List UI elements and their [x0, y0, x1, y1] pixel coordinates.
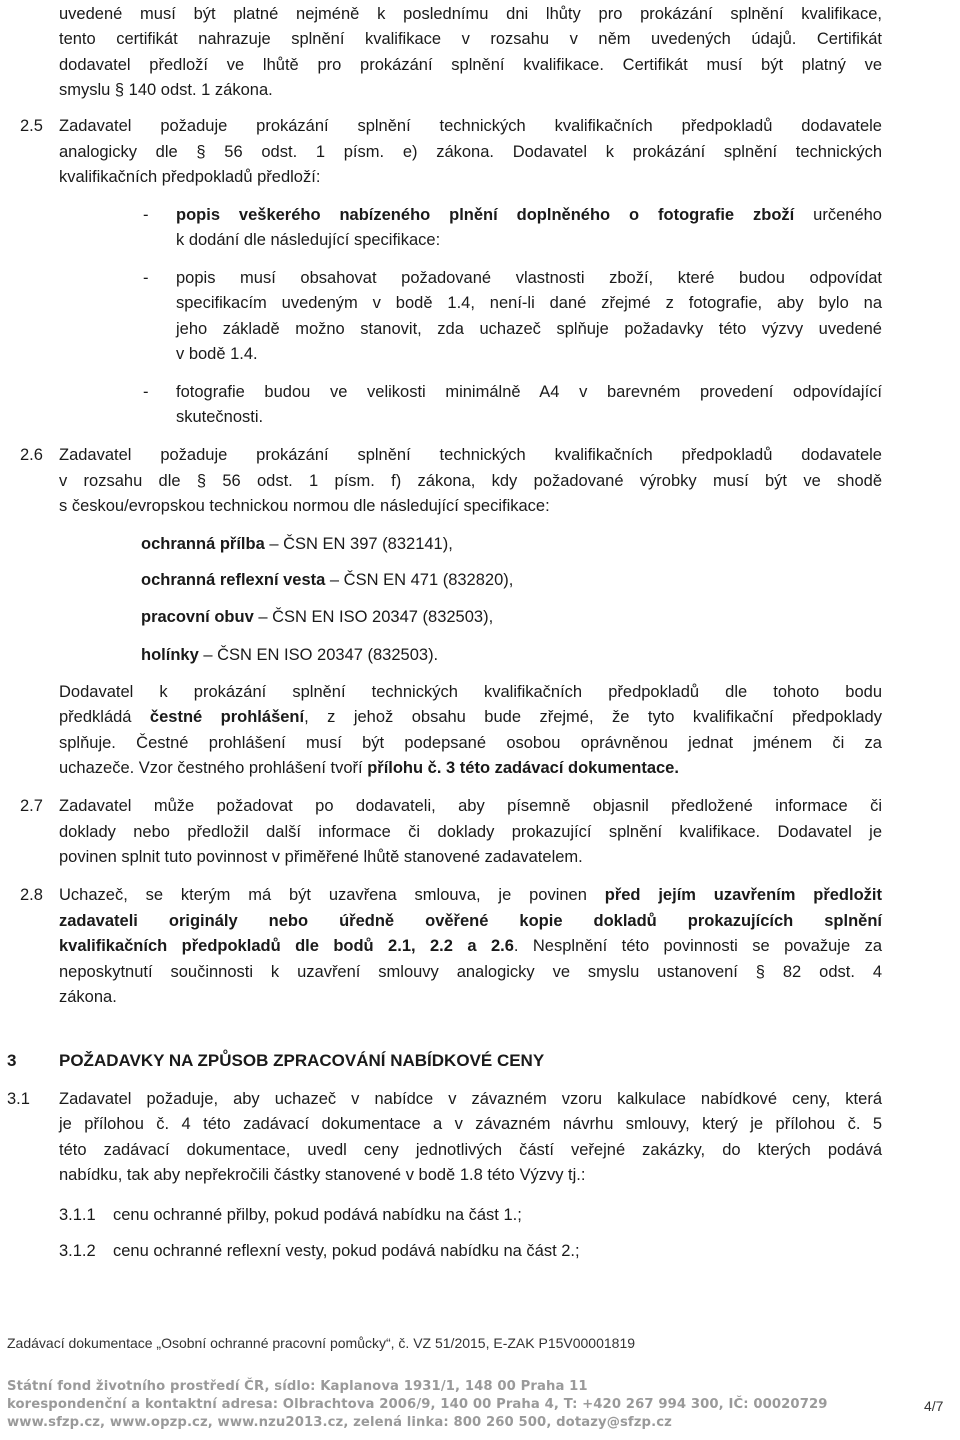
footer-document-reference: Zadávací dokumentace „Osobní ochranné pracovní pomůcky“, č. VZ 51/2015, E-ZAK P15V00001819 [7, 1335, 636, 1351]
s26-line-3: s českou/evropskou technickou normou dle následující specifikace: [59, 497, 550, 515]
section-heading-3: POŽADAVKY NA ZPŮSOB ZPRACOVÁNÍ NABÍDKOVÉ CENY [59, 1051, 545, 1070]
norm-item: ochranná přílba – ČSN EN 397 (832141), [141, 535, 453, 553]
s31-line-1: Zadavatel požaduje, aby uchazeč v nabídce v závazném vzoru kalkulace nabídkové ceny, která [59, 1090, 882, 1108]
subsection-number-3-1-2: 3.1.2 [59, 1242, 96, 1260]
s26-line-2: v rozsahu dle § 56 odst. 1 písm. f) zákona, kdy požadované výrobky musí být ve shodě [59, 472, 882, 490]
s25-line-2: analogicky dle § 56 odst. 1 písm. e) zákona. Dodavatel k prokázání splnění technických [59, 143, 882, 161]
bullet-dash-2: - [143, 269, 149, 287]
footer-fund-contact: korespondenční a kontaktní adresa: Olbrachtova 2006/9, 140 00 Praha 4, T: +420 267 994 300, IČ: 00020729 [7, 1397, 828, 1412]
section-number-2-6: 2.6 [20, 446, 43, 464]
s26-para-line-3: splňuje. Čestné prohlášení musí být podepsané osobou oprávněnou jednat jménem či za [59, 734, 882, 752]
footer-fund-address: Státní fond životního prostředí ČR, sídlo: Kaplanova 1931/1, 148 00 Praha 11 [7, 1379, 588, 1394]
section-number-2-5: 2.5 [20, 117, 43, 135]
s27-line-2: doklady nebo předložil další informace či doklady prokazující splnění kvalifikace. Dodavatel je [59, 823, 882, 841]
section-number-2-8: 2.8 [20, 886, 43, 904]
norm-item: holínky – ČSN EN ISO 20347 (832503). [141, 646, 439, 664]
s27-line-1: Zadavatel může požadovat po dodavateli, aby písemně objasnil předložené informace či [59, 797, 882, 815]
norm-item: ochranná reflexní vesta – ČSN EN 471 (832820), [141, 571, 514, 589]
s26-para-line-2: předkládá čestné prohlášení, z jehož obsahu bude zřejmé, že tyto kvalifikační předpoklady [59, 708, 882, 726]
page-number: 4/7 [924, 1398, 944, 1414]
s26-para-line-4: uchazeče. Vzor čestného prohlášení tvoří přílohu č. 3 této zadávací dokumentace. [59, 759, 679, 777]
section-number-3-1: 3.1 [7, 1090, 30, 1108]
s25-line-3: kvalifikačních předpokladů předloží: [59, 168, 321, 186]
s28-line-4: neposkytnutí součinnosti k uzavření smlouvy analogicky ve smyslu ustanovení § 82 odst. 4 [59, 963, 882, 981]
section-number-2-7: 2.7 [20, 797, 43, 815]
bullet-dash-3: - [143, 383, 149, 401]
s28-line-5: zákona. [59, 988, 117, 1006]
footer-fund-web: www.sfzp.cz, www.opzp.cz, www.nzu2013.cz, zelená linka: 800 260 500, dotazy@sfzp.cz [7, 1415, 672, 1430]
s25-bullet-2-line-1: popis musí obsahovat požadované vlastnosti zboží, které budou odpovídat [176, 269, 882, 287]
s25-line-1: Zadavatel požaduje prokázání splnění technických kvalifikačních předpokladů dodavatele [59, 117, 882, 135]
section-number-3: 3 [7, 1051, 17, 1070]
s26-line-1: Zadavatel požaduje prokázání splnění technických kvalifikačních předpokladů dodavatele [59, 446, 882, 464]
norm-item: pracovní obuv – ČSN EN ISO 20347 (832503), [141, 608, 494, 626]
top-line-2: tento certifikát nahrazuje splnění kvalifikace v rozsahu v něm uvedených údajů. Certifikát [59, 30, 882, 48]
s25-bullet-2-line-2: specifikacím uvedeným v bodě 1.4, není-li dané zřejmé z fotografie, aby bylo na [176, 294, 882, 312]
s28-line-1: Uchazeč, se kterým má být uzavřena smlouva, je povinen před jejím uzavřením předložit [59, 886, 882, 904]
subsection-3-1-1: cenu ochranné přilby, pokud podává nabídku na část 1.; [113, 1206, 522, 1224]
subsection-3-1-2: cenu ochranné reflexní vesty, pokud podává nabídku na část 2.; [113, 1242, 580, 1260]
s25-bullet-1-line-2: k dodání dle následující specifikace: [176, 231, 441, 249]
s28-line-3: kvalifikačních předpokladů dle bodů 2.1, 2.2 a 2.6. Nesplnění této povinnosti se považuje za [59, 937, 882, 955]
s28-line-2: zadavateli originály nebo úředně ověřené kopie dokladů prokazujících splnění [59, 912, 882, 930]
s31-line-3: této zadávací dokumentace, uvedl ceny jednotlivých částí veřejné zakázky, do kterých podává [59, 1141, 882, 1159]
top-line-3: dodavatel předloží ve lhůtě pro prokázání splnění kvalifikace. Certifikát musí být platný ve [59, 56, 882, 74]
s26-para-line-1: Dodavatel k prokázání splnění technických kvalifikačních předpokladů dle tohoto bodu [59, 683, 882, 701]
s31-line-2: je přílohou č. 4 této zadávací dokumentace a v závazném návrhu smlouvy, který je přílohou č. 5 [59, 1115, 882, 1133]
top-line-1: uvedené musí být platné nejméně k poslednímu dni lhůty pro prokázání splnění kvalifikace, [59, 5, 882, 23]
s27-line-3: povinen splnit tuto povinnost v přiměřené lhůtě stanovené zadavatelem. [59, 848, 583, 866]
bullet-dash-1: - [143, 206, 149, 224]
s25-bullet-2-line-4: v bodě 1.4. [176, 345, 258, 363]
s25-bullet-3-line-1: fotografie budou ve velikosti minimálně A4 v barevném provedení odpovídající [176, 383, 882, 401]
s25-bullet-1-line-1: popis veškerého nabízeného plnění doplněného o fotografie zboží určeného [176, 206, 882, 224]
subsection-number-3-1-1: 3.1.1 [59, 1206, 96, 1224]
top-line-4: smyslu § 140 odst. 1 zákona. [59, 81, 273, 99]
s31-line-4: nabídku, tak aby nepřekročili částky stanovené v bodě 1.8 této Výzvy tj.: [59, 1166, 586, 1184]
s25-bullet-3-line-2: skutečnosti. [176, 408, 264, 426]
s25-bullet-2-line-3: jeho základě možno stanovit, zda uchazeč splňuje požadavky této výzvy uvedené [176, 320, 882, 338]
